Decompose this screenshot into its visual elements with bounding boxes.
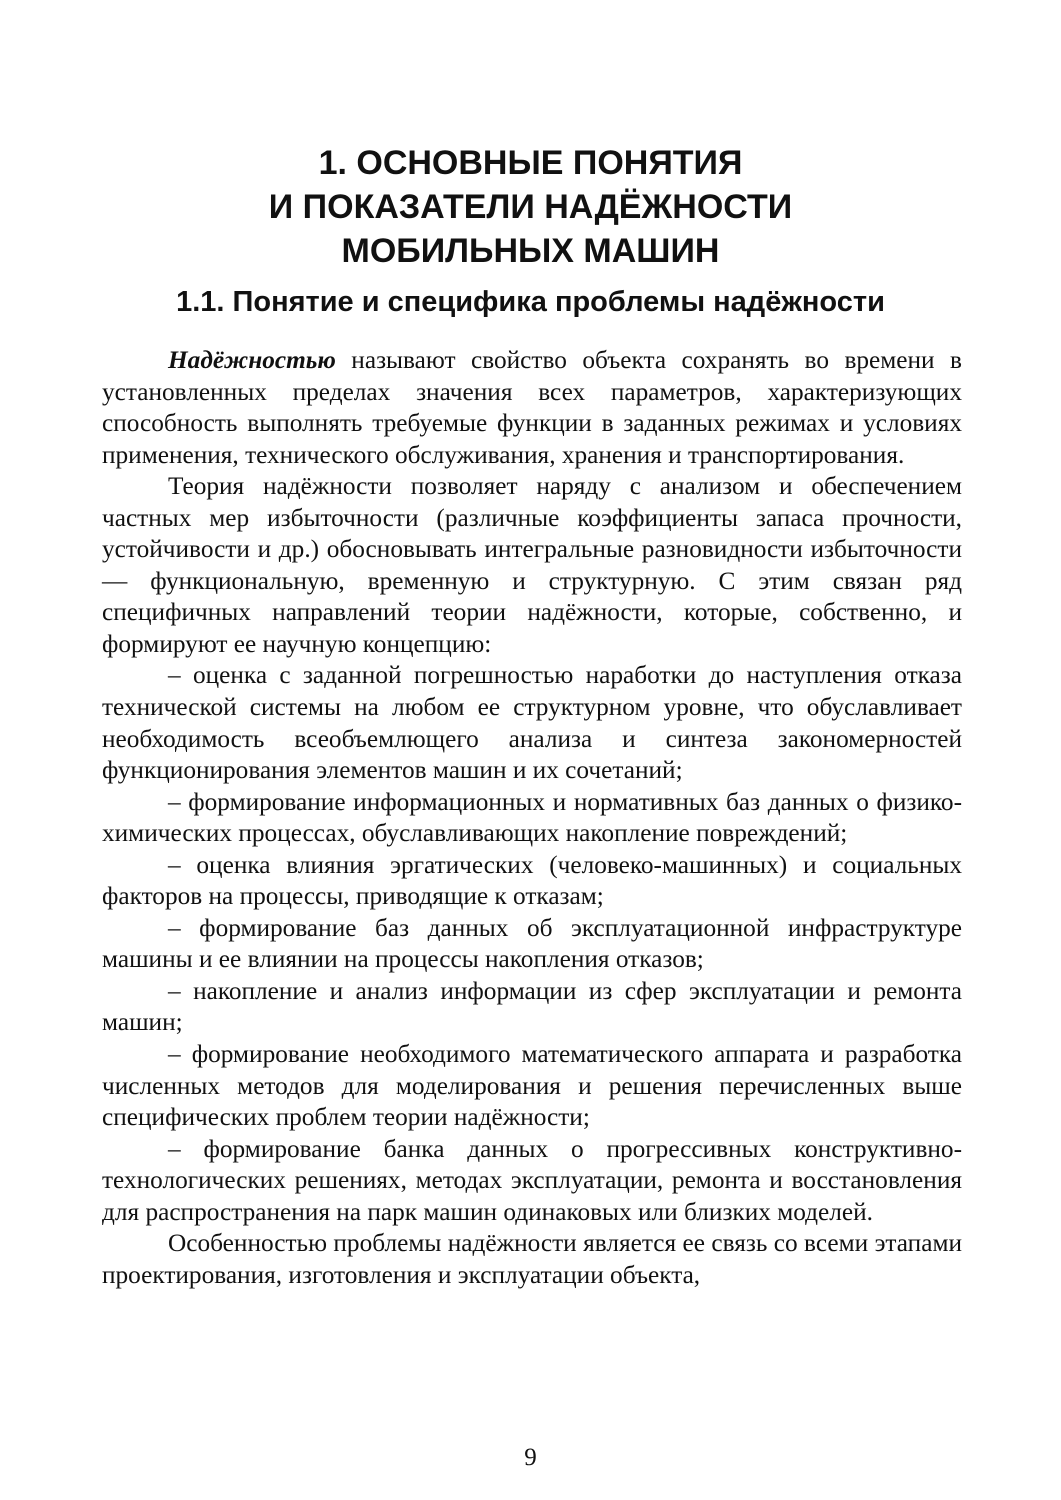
chapter-title-line: 1. ОСНОВНЫЕ ПОНЯТИЯ (318, 144, 743, 182)
paragraph-definition (102, 345, 962, 471)
paragraph-feature: Особенностью проблемы надёжности является ее связь со всеми этапами проектирования, изготовления и эксплуатации объекта, (102, 1229, 962, 1289)
list-item: – оценка влияния эргатических (человеко-машинных) и социальных факторов на процессы, приводящие к отказам; (102, 850, 962, 911)
body-text (102, 345, 962, 1291)
page-number: 9 (524, 1444, 537, 1471)
list-item: – формирование необходимого математического аппарата и разработка численных методов для моделирования и решения перечисленных выше специфических проблем теории надёжности; (102, 1040, 962, 1132)
list-item: – формирование информационных и нормативных баз данных о физико-химических процессах, обуславливающих накопление повреждений; (102, 787, 962, 848)
defined-term: Надёжностью (168, 346, 336, 374)
chapter-title-line: МОБИЛЬНЫХ МАШИН (341, 232, 720, 270)
chapter-title-line: И ПОКАЗАТЕЛИ НАДЁЖНОСТИ (268, 188, 793, 226)
paragraph-theory: Теория надёжности позволяет наряду с анализом и обеспечением частных мер избыточности (различные коэффициенты запаса прочности, устойчивости и др.) обосновывать интегральные разновидности избыточности — функциональную, временную и структурную. С этим связан ряд специфичных направлений теории надёжности, которые, собственно, и формируют ее научную концепцию: (102, 472, 962, 658)
list-item: – оценка с заданной погрешностью наработки до наступления отказа технической системы на любом ее структурном уровне, что обуславливает необходимость всеобъемлющего анализа и синтеза закономерностей функционирования элементов машин и их сочетаний; (102, 661, 962, 785)
chapter-title (100, 141, 961, 273)
list-item: – формирование банка данных о прогрессивных конструктивно-технологических решениях, методах эксплуатации, ремонта и восстановления для распространения на парк машин одинаковых или близких моделей. (102, 1134, 962, 1226)
paragraph-text: называют свойство объекта сохранять во времени в установленных пределах значения всех параметров, характеризующих способность выполнять требуемые функции в заданных режимах и условиях применения, технического обслуживания, хранения и транспортирования. (102, 346, 962, 469)
list-item: – накопление и анализ информации из сфер эксплуатации и ремонта машин; (102, 976, 962, 1037)
list-item: – формирование баз данных об эксплуатационной инфраструктуре машины и ее влиянии на процессы накопления отказов; (102, 913, 962, 974)
section-title: 1.1. Понятие и специфика проблемы надёжности (176, 286, 885, 318)
